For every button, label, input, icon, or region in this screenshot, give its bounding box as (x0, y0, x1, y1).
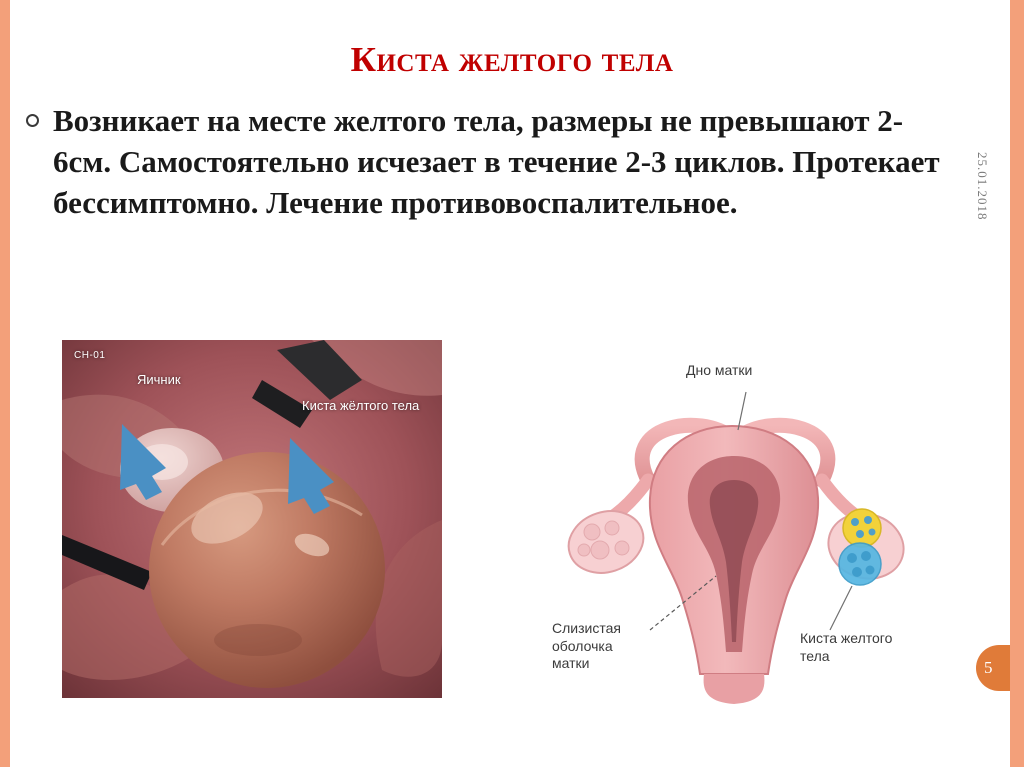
photo-corner-code: CH-01 (74, 350, 106, 361)
diagram-label-mucosa (552, 620, 621, 673)
page-number-badge: 5 (976, 645, 1010, 691)
uterus-anatomy-diagram (500, 330, 970, 710)
diagram-label-mucosa-line1: Слизистая (552, 620, 621, 636)
bullet-list (26, 100, 956, 224)
left-decorative-bar (0, 0, 10, 767)
slide-title: Киста желтого тела (350, 40, 674, 79)
photo-label-ovary: Яичник (137, 372, 181, 387)
photo-label-cyst: Киста жёлтого тела (302, 398, 420, 413)
date-stamp: 25.01.2018 (975, 152, 990, 221)
laparoscopy-photo-graphic (62, 340, 442, 698)
diagram-label-mucosa-line3: матки (552, 655, 590, 671)
right-decorative-bar (1010, 0, 1024, 767)
diagram-label-cyst (800, 630, 892, 665)
diagram-label-fundus: Дно матки (686, 362, 753, 378)
circle-bullet-icon (26, 114, 39, 127)
bullet-text: Возникает на месте желтого тела, размеры не превышают 2-6см. Самостоятельно исчезает в течение 2-3 циклов. Протекает бессимптомно. Лечение противовоспалительное. (53, 103, 940, 221)
laparoscopy-photo (62, 340, 442, 698)
diagram-label-mucosa-line2: оболочка (552, 637, 613, 654)
diagram-label-cyst-line1: Киста желтого (800, 630, 893, 646)
diagram-label-cyst-line2: тела (800, 647, 830, 664)
